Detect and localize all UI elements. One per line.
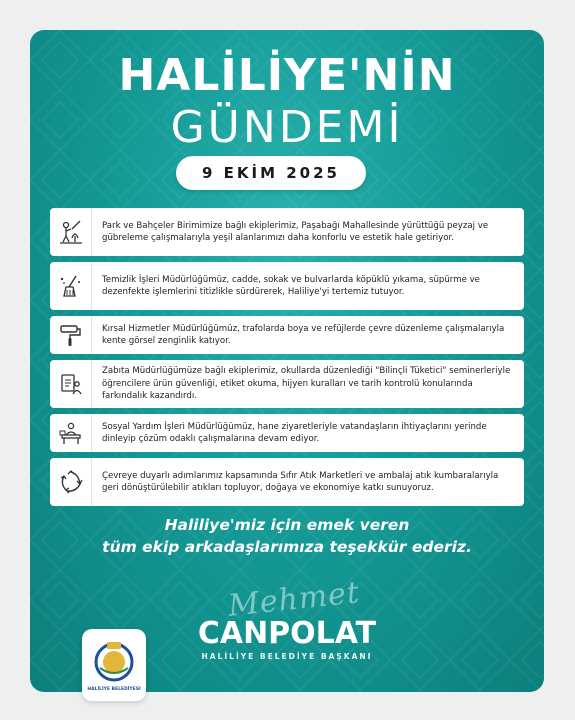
item-text: Zabıta Müdürlüğümüze bağlı ekiplerimiz, okullarda düzenlediği "Bilinçli Tüketici" seminerleriyle öğrencilere ürün güvenliği, etiket okuma, hijyen kuralları ve tarih kontrolü konularında farkındalık kazandırdı. xyxy=(92,360,524,408)
item-text: Kırsal Hizmetler Müdürlüğümüz, trafolarda boya ve refüjlerde çevre düzenleme çalışmalarıyla kente görsel zenginlik katıyor. xyxy=(92,316,524,354)
signature-title: HALİLİYE BELEDİYE BAŞKANI xyxy=(201,652,373,661)
announcement-card xyxy=(30,30,544,692)
municipality-logo xyxy=(82,629,146,701)
list-item xyxy=(50,360,524,408)
logo-text: HALİLİYE BELEDİYESİ xyxy=(87,687,141,692)
signature-name: CANPOLAT xyxy=(197,616,377,651)
item-text: Çevreye duyarlı adımlarımız kapsamında Sıfır Atık Marketleri ve ambalaj atık kumbaralarıyla geri dönüştürülebilir atıkları topluyor, doğaya ve ekonomiye katkı sunuyoruz. xyxy=(92,458,524,506)
list-item xyxy=(50,458,524,506)
paint-roller-icon xyxy=(50,316,92,354)
list-item xyxy=(50,262,524,310)
item-text: Sosyal Yardım İşleri Müdürlüğümüz, hane ziyaretleriyle vatandaşların ihtiyaçlarını yerinde dinleyip çözüm odaklı çalışmalarına devam ediyor. xyxy=(92,414,524,452)
thanks-line-1: Haliliye'miz için emek veren xyxy=(164,516,410,534)
list-item xyxy=(50,208,524,256)
item-text: Park ve Bahçeler Birimimize bağlı ekiplerimiz, Paşabağı Mahallesinde yürüttüğü peyzaj ve gübreleme çalışmalarıyla yeşil alanlarımızı daha konforlu ve estetik hale getiriyor. xyxy=(92,208,524,256)
signature-script: Mehmet xyxy=(226,575,362,624)
item-text: Temizlik İşleri Müdürlüğümüz, cadde, sokak ve bulvarlarda köpüklü yıkama, süpürme ve dezenfekte işlemlerini titizlikle sürdürerek, Haliliye'yi tertemiz tutuyor. xyxy=(92,262,524,310)
page-title: HALİLİYE'NİN xyxy=(118,50,456,101)
list-item xyxy=(50,414,524,452)
logo-emblem-icon xyxy=(90,638,138,686)
cleaning-icon xyxy=(50,262,92,310)
thanks-line-2: tüm ekip arkadaşlarımıza teşekkür ederiz. xyxy=(102,538,472,556)
thanks-message xyxy=(30,514,544,558)
list-item xyxy=(50,316,524,354)
inspector-icon xyxy=(50,360,92,408)
social-aid-icon xyxy=(50,414,92,452)
date-badge: 9 EKİM 2025 xyxy=(176,156,366,190)
recycle-icon xyxy=(50,458,92,506)
park-worker-icon xyxy=(50,208,92,256)
page-subtitle: GÜNDEMİ xyxy=(170,102,404,153)
